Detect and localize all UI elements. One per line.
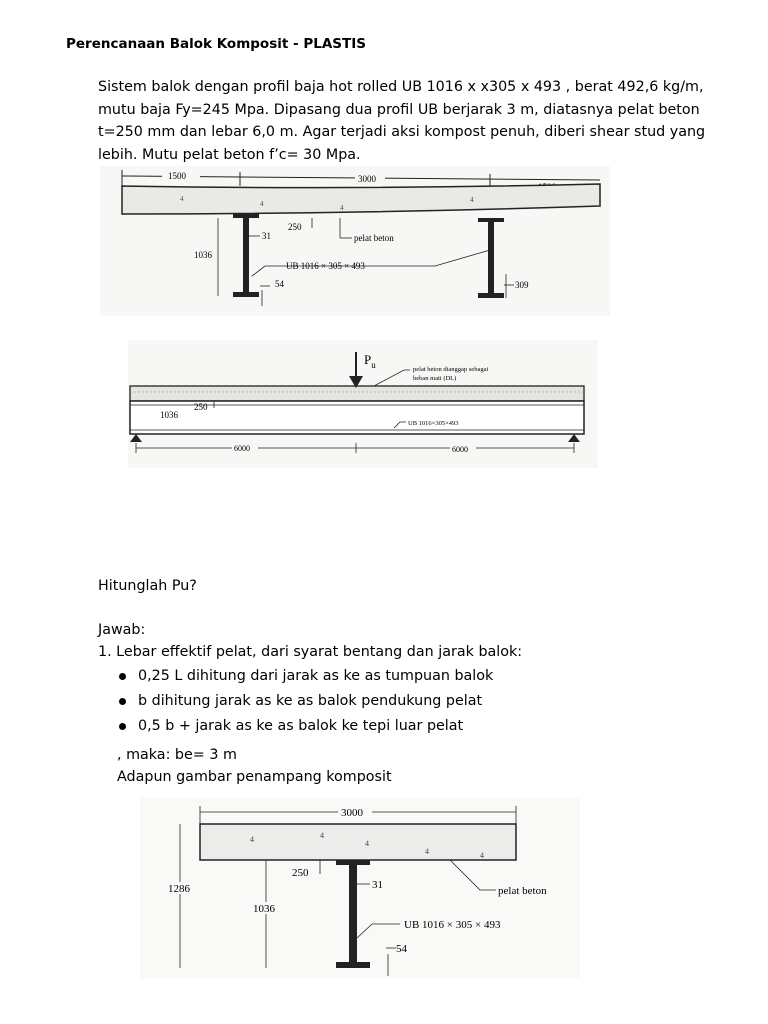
elevation-slab — [130, 386, 584, 401]
dim-309-label: 309 — [515, 280, 529, 290]
criteria-list — [117, 664, 493, 739]
beam-height-label: 1036 — [253, 903, 275, 915]
dim-left-label: 1500 — [168, 171, 186, 181]
step-1: 1. Lebar effektif pelat, dari syarat bentang dan jarak balok: — [98, 644, 523, 660]
svg-text:4: 4 — [180, 195, 184, 203]
elevation-dim-250: 250 — [194, 402, 208, 412]
svg-text:4: 4 — [470, 196, 474, 204]
problem-line: lebih. Mutu pelat beton f’c= 30 Mpa. — [98, 146, 361, 163]
height-label: 1036 — [194, 250, 212, 260]
composite-section-figure — [140, 798, 580, 978]
dim-31-label: 31 — [372, 879, 383, 891]
cross-section-figure — [100, 166, 610, 316]
answer-label: Jawab: — [98, 622, 146, 638]
bullet-icon — [119, 673, 126, 680]
svg-text:4: 4 — [365, 839, 369, 848]
problem-line: mutu baja Fy=245 Mpa. Dipasang dua profil UB berjarak 3 m, diatasnya pelat beton — [98, 101, 700, 118]
load-label: $P_u$ — [364, 352, 376, 370]
svg-text:4: 4 — [320, 831, 324, 840]
bullet-icon — [119, 698, 126, 705]
list-item: 0,5 b + jarak as ke as balok ke tepi luar pelat — [117, 714, 493, 739]
total-height-label: 1286 — [168, 883, 190, 895]
problem-statement — [98, 76, 728, 166]
question: Hitunglah Pu? — [98, 578, 197, 594]
elevation-section-label: UB 1016×305×493 — [408, 420, 459, 427]
svg-text:4: 4 — [425, 847, 429, 856]
dim-250-label: 250 — [288, 222, 302, 232]
svg-text:4: 4 — [480, 851, 484, 860]
dim-mid-label: 3000 — [358, 174, 376, 184]
section-label: UB 1016 × 305 × 493 — [404, 919, 501, 931]
elevation-height: 1036 — [160, 410, 178, 420]
dim-54-label: 54 — [396, 943, 407, 955]
dim-250-label: 250 — [292, 867, 309, 879]
section-label: UB 1016 × 305 × 493 — [286, 261, 365, 271]
note-line2: beban mati (DL) — [413, 375, 457, 382]
span-right: 6000 — [452, 445, 468, 454]
svg-text:4: 4 — [260, 200, 264, 208]
slab-label: pelat beton — [498, 885, 547, 897]
dim-54-label: 54 — [275, 279, 284, 289]
list-item: b dihitung jarak as ke as balok pendukung pelat — [117, 689, 493, 714]
problem-line: Sistem balok dengan profil baja hot rolled UB 1016 x x305 x 493 , berat 492,6 kg/m, — [98, 79, 704, 95]
slab-label: pelat beton — [354, 233, 394, 243]
elevation-figure — [128, 340, 598, 468]
bullet-icon — [119, 723, 126, 730]
problem-line: t=250 mm dan lebar 6,0 m. Agar terjadi aksi kompost penuh, diberi shear stud yang — [98, 124, 706, 140]
dim-31-label: 31 — [262, 231, 271, 241]
conclusion: , maka: be= 3 m — [117, 747, 237, 763]
width-label: 3000 — [341, 807, 363, 819]
list-item: 0,25 L dihitung dari jarak as ke as tumpuan balok — [117, 664, 493, 689]
composite-slab — [200, 824, 516, 860]
section-caption: Adapun gambar penampang komposit — [117, 769, 392, 785]
svg-text:4: 4 — [250, 835, 254, 844]
document-title: Perencanaan Balok Komposit - PLASTIS — [66, 36, 366, 52]
svg-text:4: 4 — [340, 204, 344, 212]
span-left: 6000 — [234, 444, 250, 453]
note-line1: pelat beton dianggap sebagai — [413, 366, 489, 373]
